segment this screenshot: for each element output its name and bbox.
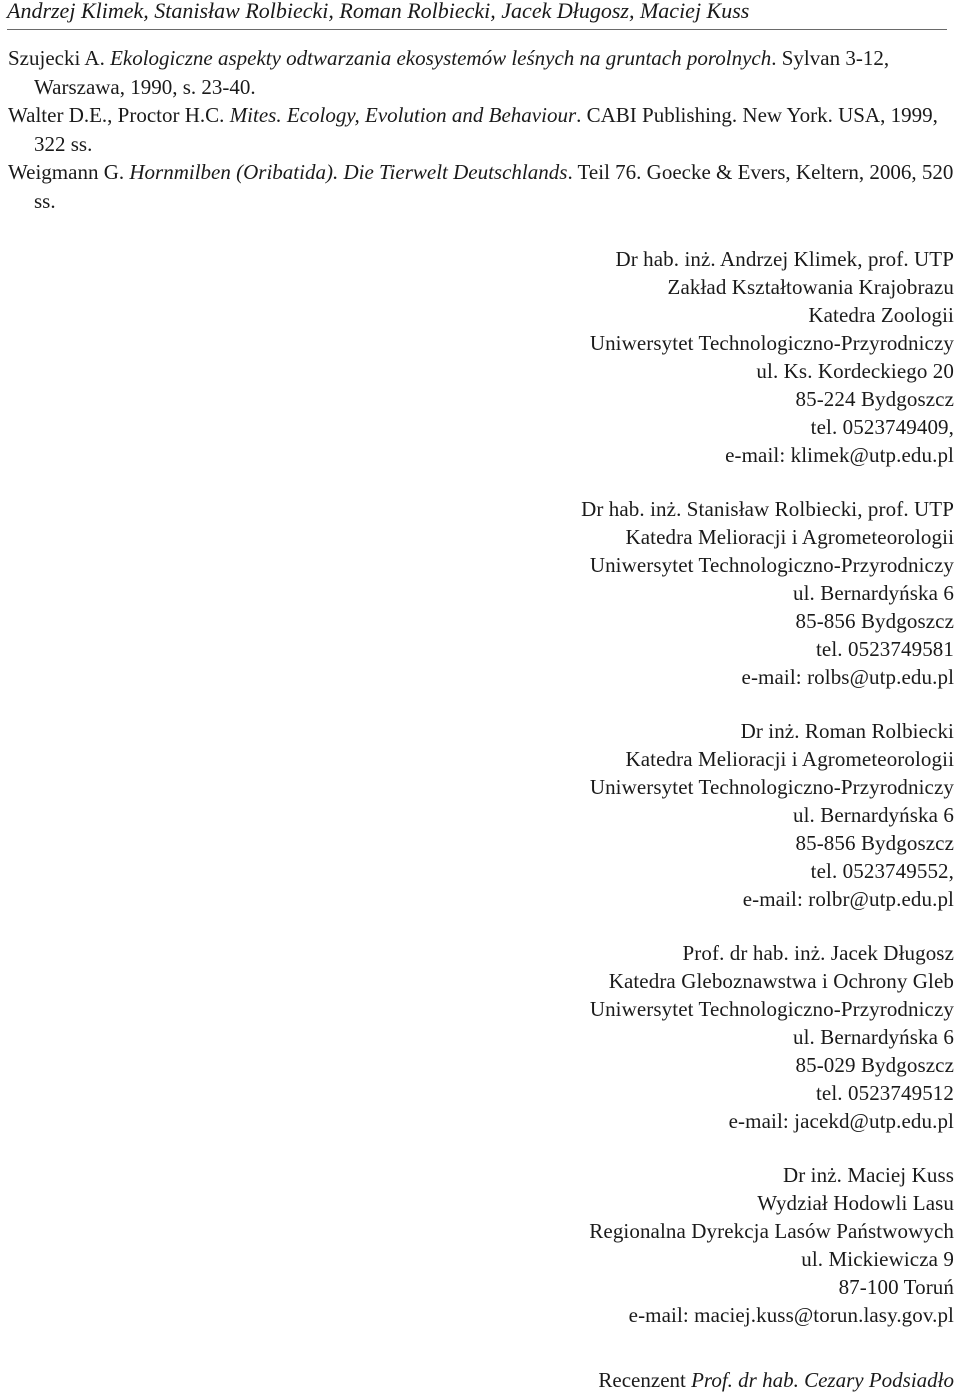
author-name: Dr inż. Roman Rolbiecki — [740, 719, 954, 743]
affiliation-university: Uniwersytet Technologiczno-Przyrodniczy — [589, 997, 954, 1021]
reference-author: Walter D.E., Proctor H.C. — [8, 103, 230, 127]
author-name: Dr hab. inż. Andrzej Klimek, prof. UTP — [615, 247, 954, 271]
affiliation-unit: Zakład Kształtowania Krajobrazu — [667, 275, 954, 299]
author-name: Dr hab. inż. Stanisław Rolbiecki, prof. UTP — [581, 497, 954, 521]
reviewer-name: Prof. dr hab. Cezary Podsiadło — [691, 1368, 954, 1392]
reference-entry — [8, 158, 954, 215]
reference-list — [8, 44, 954, 215]
reference-details: . CABI Publishing. New York. USA, 1999, 322 ss. — [34, 103, 938, 156]
reference-title: Mites. Ecology, Evolution and Behaviour — [229, 103, 577, 127]
affiliation-phone: tel. 0523749581 — [816, 637, 954, 661]
affiliation-block — [334, 1161, 954, 1329]
affiliation-block — [334, 495, 954, 691]
author-name: Dr inż. Maciej Kuss — [782, 1163, 954, 1187]
affiliation-institution: Regionalna Dyrekcja Lasów Państwowych — [589, 1219, 954, 1243]
affiliation-block — [334, 939, 954, 1135]
affiliation-university: Uniwersytet Technologiczno-Przyrodniczy — [589, 775, 954, 799]
affiliation-email: e-mail: rolbs@utp.edu.pl — [741, 665, 954, 689]
affiliation-email: e-mail: jacekd@utp.edu.pl — [728, 1109, 954, 1133]
reference-author: Weigmann G. — [8, 160, 130, 184]
affiliation-email: e-mail: maciej.kuss@torun.lasy.gov.pl — [628, 1303, 954, 1327]
reference-title: Ekologiczne aspekty odtwarzania ekosystemów leśnych na gruntach porolnych — [110, 46, 772, 70]
author-affiliations — [334, 245, 954, 1355]
affiliation-email: e-mail: rolbr@utp.edu.pl — [742, 887, 954, 911]
affiliation-block — [334, 717, 954, 913]
affiliation-street: ul. Bernardyńska 6 — [792, 581, 954, 605]
affiliation-department: Katedra Melioracji i Agrometeorologii — [625, 747, 954, 771]
affiliation-street: ul. Bernardyńska 6 — [792, 1025, 954, 1049]
affiliation-city: 85-856 Bydgoszcz — [795, 609, 954, 633]
reference-details: . Teil 76. Goecke & Evers, Keltern, 2006, 520 ss. — [34, 160, 954, 213]
affiliation-department: Katedra Gleboznawstwa i Ochrony Gleb — [608, 969, 954, 993]
affiliation-city: 85-029 Bydgoszcz — [795, 1053, 954, 1077]
affiliation-street: ul. Ks. Kordeckiego 20 — [756, 359, 954, 383]
affiliation-street: ul. Bernardyńska 6 — [792, 803, 954, 827]
running-header: Andrzej Klimek, Stanisław Rolbiecki, Roman Rolbiecki, Jacek Długosz, Maciej Kuss — [7, 0, 947, 30]
affiliation-phone: tel. 0523749512 — [816, 1081, 954, 1105]
affiliation-block — [334, 245, 954, 469]
affiliation-city: 85-224 Bydgoszcz — [795, 387, 954, 411]
reviewer-label: Recenzent — [598, 1368, 692, 1392]
affiliation-phone: tel. 0523749409, — [810, 415, 954, 439]
affiliation-email: e-mail: klimek@utp.edu.pl — [725, 443, 954, 467]
affiliation-department: Wydział Hodowli Lasu — [757, 1191, 954, 1215]
reference-title: Hornmilben (Oribatida). Die Tierwelt Deutschlands — [129, 160, 568, 184]
affiliation-phone: tel. 0523749552, — [810, 859, 954, 883]
affiliation-university: Uniwersytet Technologiczno-Przyrodniczy — [589, 553, 954, 577]
affiliation-street: ul. Mickiewicza 9 — [801, 1247, 954, 1271]
affiliation-department: Katedra Zoologii — [808, 303, 954, 327]
affiliation-city: 87-100 Toruń — [838, 1275, 954, 1299]
reviewer-line — [598, 1366, 954, 1394]
reference-details: . Sylvan 3-12, Warszawa, 1990, s. 23-40. — [34, 46, 890, 99]
reference-entry — [8, 101, 954, 158]
reference-entry — [8, 44, 954, 101]
affiliation-department: Katedra Melioracji i Agrometeorologii — [625, 525, 954, 549]
author-name: Prof. dr hab. inż. Jacek Długosz — [682, 941, 954, 965]
reference-author: Szujecki A. — [8, 46, 111, 70]
affiliation-city: 85-856 Bydgoszcz — [795, 831, 954, 855]
affiliation-university: Uniwersytet Technologiczno-Przyrodniczy — [589, 331, 954, 355]
